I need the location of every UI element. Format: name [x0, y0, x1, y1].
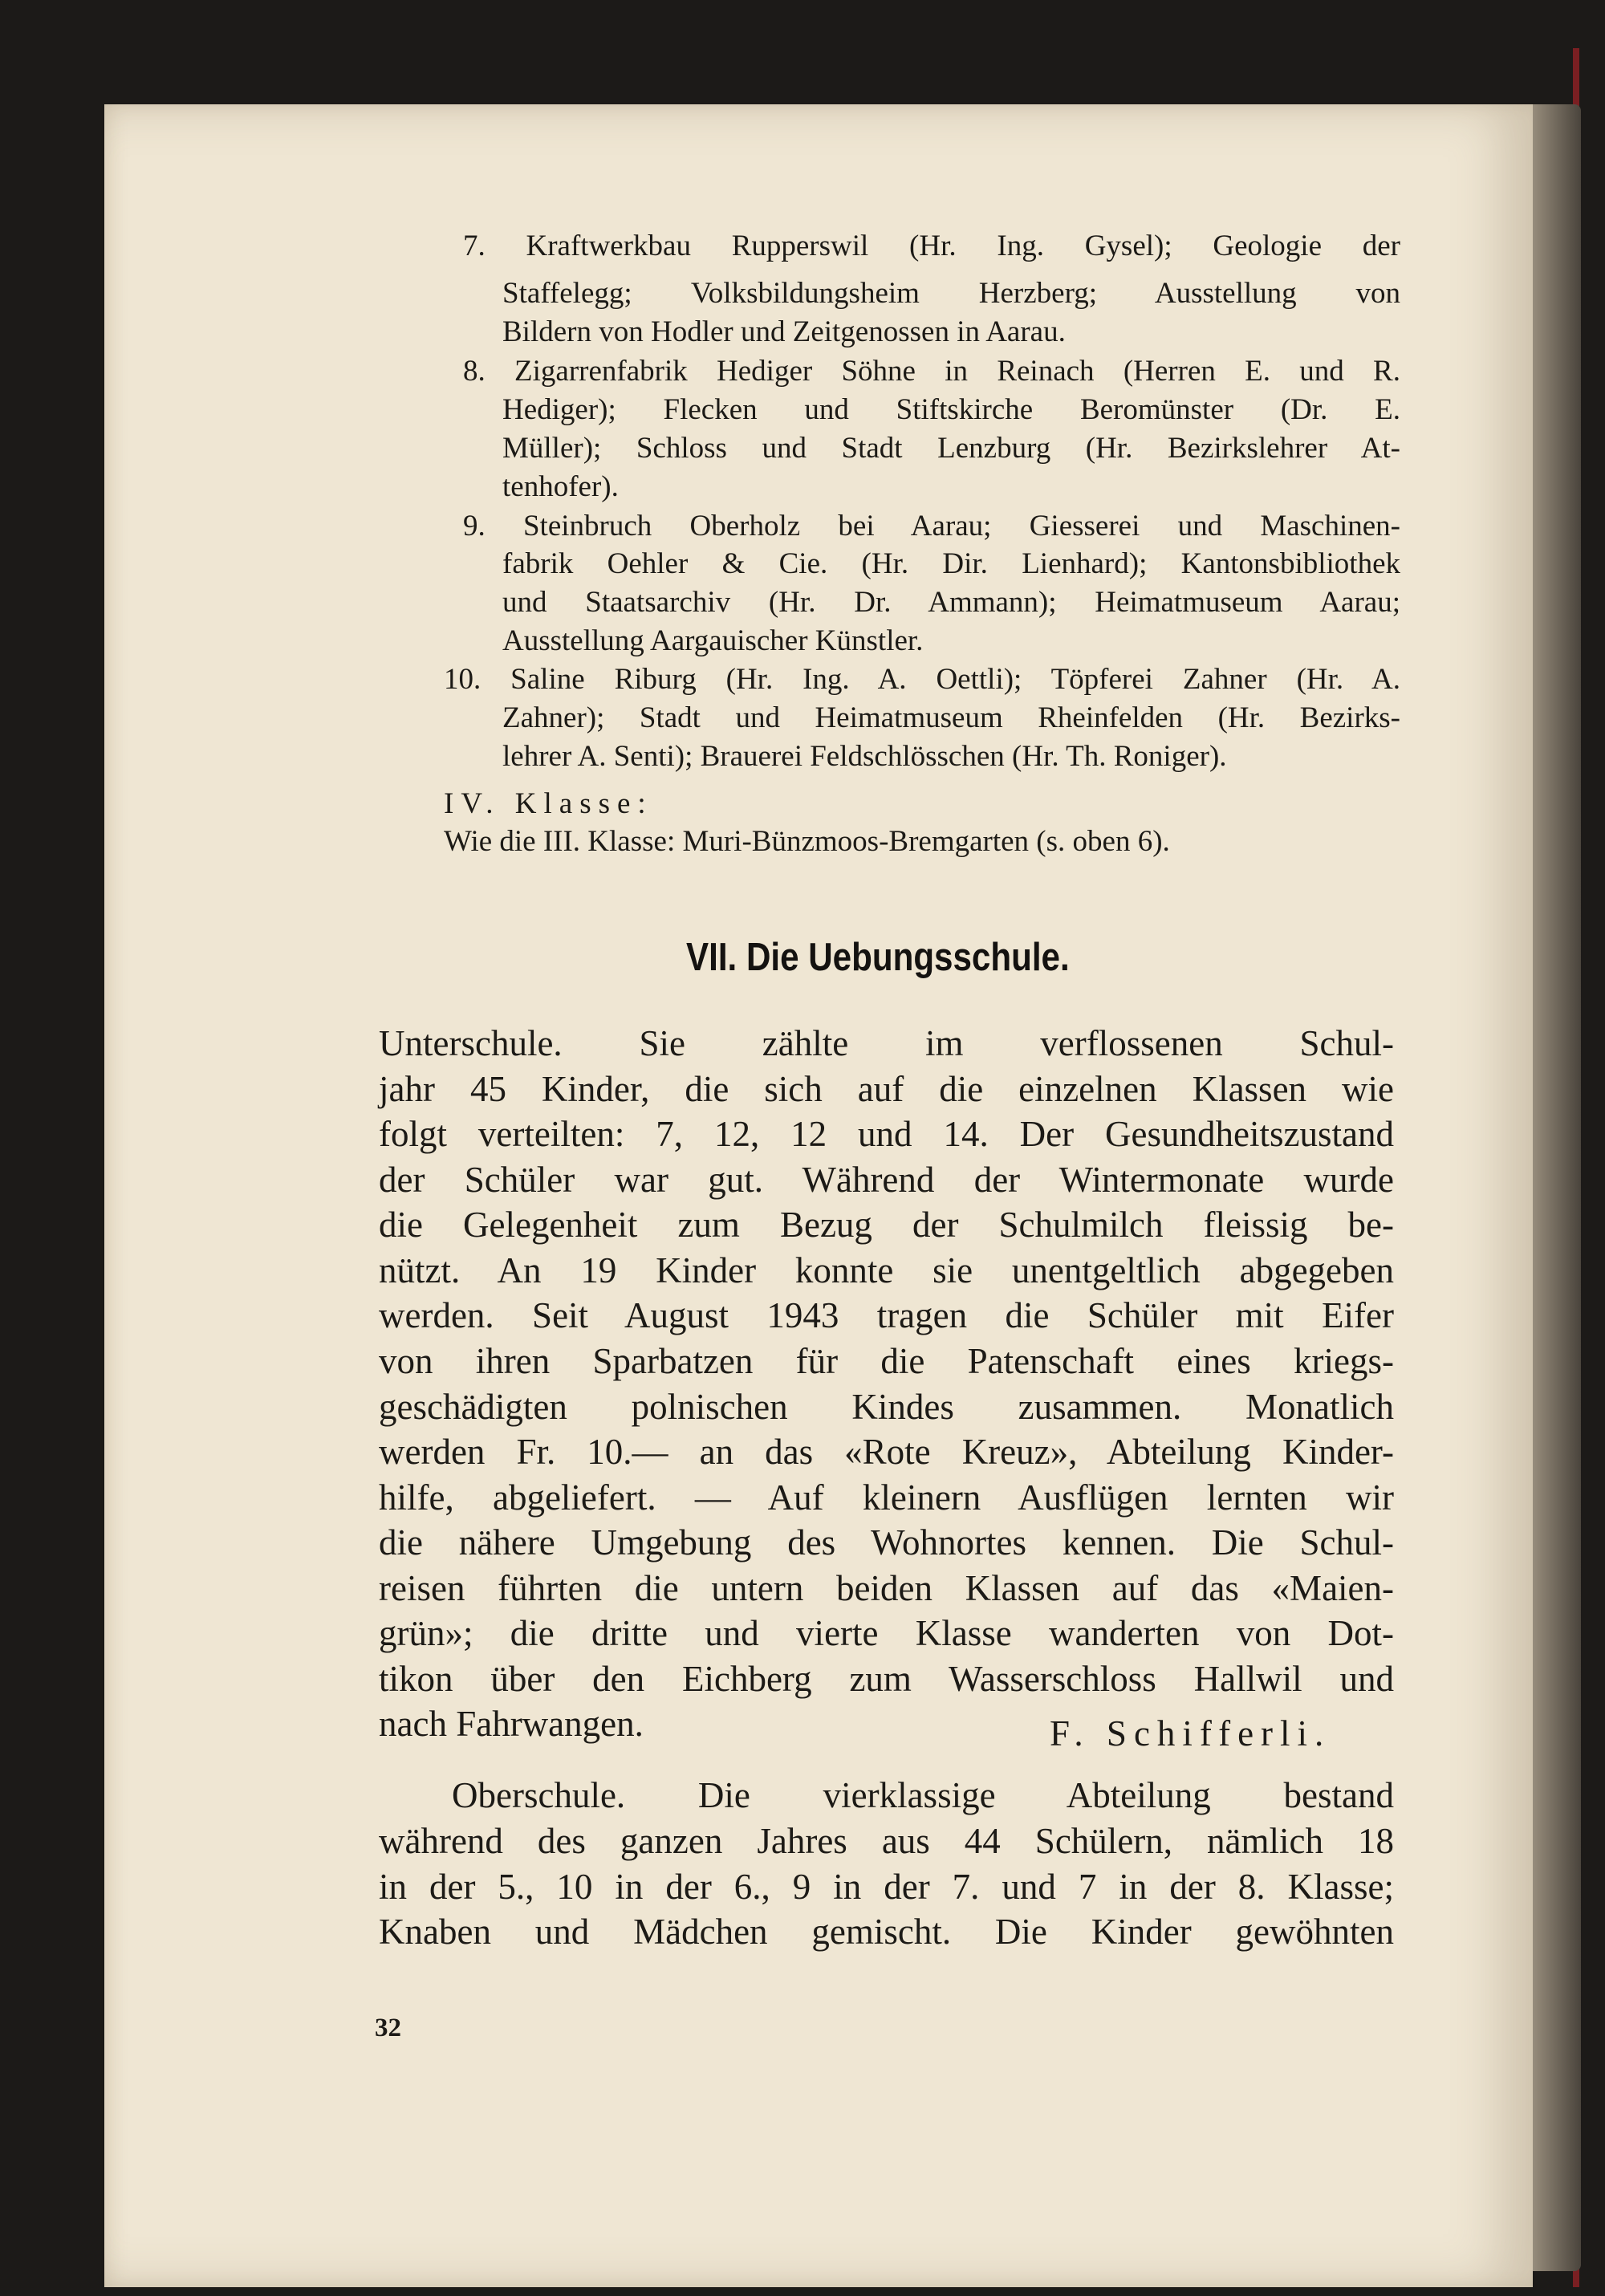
unterschule-line-5: die Gelegenheit zum Bezug der Schulmilch fleissig be- — [379, 1205, 1394, 1245]
unterschule-last-line: nach Fahrwangen. — [379, 1704, 644, 1744]
excursion-item-9-line-3: und Staatsarchiv (Hr. Dr. Ammann); Heimatmuseum Aarau; — [502, 586, 1400, 619]
unterschule-line-9: geschädigten polnischen Kindes zusammen. Monatlich — [379, 1387, 1394, 1427]
excursion-item-9-line-4: Ausstellung Aargauischer Künstler. — [502, 624, 924, 657]
class-4-heading: IV. Klasse: — [444, 787, 653, 820]
excursion-item-8-line-3: Müller); Schloss und Stadt Lenzburg (Hr. Bezirkslehrer At- — [502, 432, 1400, 465]
unterschule-line-13: reisen führten die untern beiden Klassen auf das «Maien- — [379, 1568, 1394, 1608]
excursion-item-10-line-1: 10. Saline Riburg (Hr. Ing. A. Oettli); Töpferei Zahner (Hr. A. — [444, 663, 1400, 696]
excursion-item-8-line-1: 8. Zigarrenfabrik Hediger Söhne in Reinach (Herren E. und R. — [463, 355, 1400, 388]
excursion-item-10-line-2: Zahner); Stadt und Heimatmuseum Rheinfelden (Hr. Bezirks- — [502, 701, 1400, 734]
excursion-item-7-line-1: 7. Kraftwerkbau Rupperswil (Hr. Ing. Gysel); Geologie der — [463, 230, 1400, 262]
oberschule-line-4: Knaben und Mädchen gemischt. Die Kinder gewöhnten — [379, 1912, 1394, 1952]
page-number: 32 — [375, 2014, 401, 2042]
unterschule-line-1: Unterschule. Sie zählte im verflossenen Schul- — [379, 1023, 1394, 1063]
unterschule-line-8: von ihren Sparbatzen für die Patenschaft eines kriegs- — [379, 1341, 1394, 1381]
excursion-item-9-line-1: 9. Steinbruch Oberholz bei Aarau; Giesserei und Maschinen- — [463, 510, 1400, 543]
unterschule-line-10: werden Fr. 10.— an das «Rote Kreuz», Abteilung Kinder- — [379, 1432, 1394, 1472]
unterschule-line-2: jahr 45 Kinder, die sich auf die einzelnen Klassen wie — [379, 1069, 1394, 1109]
unterschule-line-7: werden. Seit August 1943 tragen die Schüler mit Eifer — [379, 1295, 1394, 1335]
excursion-item-10-line-3: lehrer A. Senti); Brauerei Feldschlösschen (Hr. Th. Roniger). — [502, 740, 1227, 773]
class-4-text: Wie die III. Klasse: Muri-Bünzmoos-Bremgarten (s. oben 6). — [444, 825, 1170, 858]
oberschule-line-3: in der 5., 10 in der 6., 9 in der 7. und 7 in der 8. Klasse; — [379, 1867, 1394, 1907]
excursion-item-7-line-3: Bildern von Hodler und Zeitgenossen in Aarau. — [502, 315, 1066, 348]
excursion-item-8-line-4: tenhofer). — [502, 470, 619, 503]
excursion-item-9-line-2: fabrik Oehler & Cie. (Hr. Dir. Lienhard); Kantonsbibliothek — [502, 547, 1400, 580]
unterschule-signature: F. Schifferli. — [1050, 1713, 1331, 1753]
section-heading: VII. Die Uebungsschule. — [686, 936, 1070, 979]
excursion-item-7-line-2: Staffelegg; Volksbildungsheim Herzberg; Ausstellung von — [502, 277, 1400, 310]
unterschule-line-3: folgt verteilten: 7, 12, 12 und 14. Der Gesundheitszustand — [379, 1114, 1394, 1154]
excursion-item-8-line-2: Hediger); Flecken und Stiftskirche Beromünster (Dr. E. — [502, 393, 1400, 426]
unterschule-line-6: nützt. An 19 Kinder konnte sie unentgeltlich abgegeben — [379, 1250, 1394, 1290]
unterschule-line-11: hilfe, abgeliefert. — Auf kleinern Ausflügen lernten wir — [379, 1477, 1394, 1518]
unterschule-line-15: tikon über den Eichberg zum Wasserschloss Hallwil und — [379, 1659, 1394, 1699]
oberschule-line-2: während des ganzen Jahres aus 44 Schülern, nämlich 18 — [379, 1821, 1394, 1861]
unterschule-line-12: die nähere Umgebung des Wohnortes kennen. Die Schul- — [379, 1522, 1394, 1562]
unterschule-line-4: der Schüler war gut. Während der Wintermonate wurde — [379, 1160, 1394, 1200]
oberschule-line-1: Oberschule. Die vierklassige Abteilung bestand — [452, 1775, 1394, 1815]
unterschule-line-14: grün»; die dritte und vierte Klasse wanderten von Dot- — [379, 1613, 1394, 1653]
